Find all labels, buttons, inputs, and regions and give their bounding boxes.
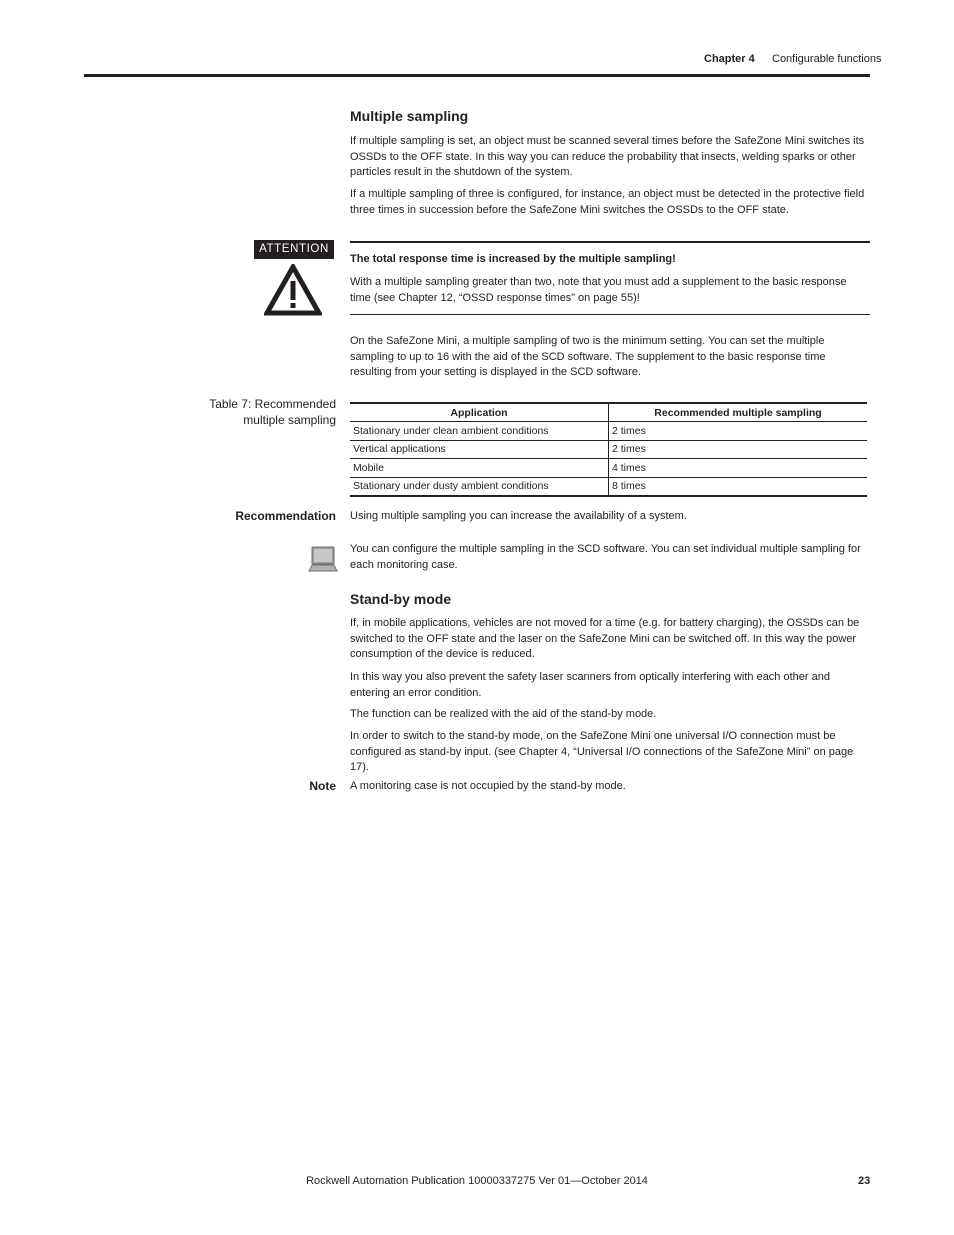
header-rule <box>84 74 870 77</box>
table-cell: 8 times <box>609 477 868 496</box>
table-header-recommended: Recommended multiple sampling <box>609 403 868 422</box>
table-cell: Mobile <box>350 459 609 478</box>
table-cell: Vertical applications <box>350 440 609 459</box>
recommended-sampling-table <box>350 402 867 497</box>
table-row <box>350 422 867 441</box>
footer-publication: Rockwell Automation Publication 10000337275 Ver 01—October 2014 <box>306 1175 648 1187</box>
header-chapter: Chapter 4 <box>704 53 755 65</box>
table-cell: 2 times <box>609 422 868 441</box>
table-cell: 2 times <box>609 440 868 459</box>
note-text: A monitoring case is not occupied by the stand-by mode. <box>350 780 626 792</box>
paragraph: If multiple sampling is set, an object must be scanned several times before the SafeZone Mini switches its OSSDs to the OFF state. In this way you can reduce the probability that insects, welding sparks or other particles result in the shutdown of the system. <box>350 135 865 178</box>
table-cell: Stationary under clean ambient conditions <box>350 422 609 441</box>
table-caption-line: multiple sampling <box>243 412 336 427</box>
paragraph: If a multiple sampling of three is configured, for instance, an object must be detected in the protective field three times in succession before the SafeZone Mini switches the OSSDs to the OFF state. <box>350 188 865 216</box>
paragraph: In this way you also prevent the safety laser scanners from optically interfering with each other and entering an error condition. <box>350 671 830 699</box>
recommendation-text: Using multiple sampling you can increase the availability of a system. <box>350 510 687 522</box>
attention-body: With a multiple sampling greater than two, note that you must add a supplement to the basic response time (see Chapter 12, “OSSD response times” on page 55)! <box>350 276 847 304</box>
warning-triangle-icon <box>264 264 322 316</box>
attention-bottom-rule <box>350 314 870 315</box>
paragraph: On the SafeZone Mini, a multiple sampling of two is the minimum setting. You can set the multiple sampling to up to 16 with the aid of the SCD software. The supplement to the basic response time resulting from your setting is displayed in the SCD software. <box>350 335 826 378</box>
table-row <box>350 440 867 459</box>
attention-top-rule <box>350 241 870 243</box>
table-header-application: Application <box>350 403 609 422</box>
header-section-title: Configurable functions <box>772 53 882 65</box>
page-number: 23 <box>858 1175 871 1187</box>
table-header-row <box>350 403 867 422</box>
table-caption-line: Table 7: Recommended <box>209 397 336 411</box>
paragraph: If, in mobile applications, vehicles are not moved for a time (e.g. for battery charging), the OSSDs can be switched to the OFF state and the laser on the SafeZone Mini can be switched off. In this way the power consumption of the device is reduced. <box>350 617 860 660</box>
table-row <box>350 459 867 478</box>
software-note-text: You can configure the multiple sampling in the SCD software. You can set individual multiple sampling for each monitoring case. <box>350 543 861 571</box>
attention-badge: ATTENTION <box>254 240 334 259</box>
attention-heading: The total response time is increased by the multiple sampling! <box>350 253 676 265</box>
recommendation-label: Recommendation <box>235 509 336 523</box>
section-title-multiple-sampling: Multiple sampling <box>350 108 469 124</box>
paragraph: The function can be realized with the aid of the stand-by mode. <box>350 708 657 720</box>
table-cell: Stationary under dusty ambient conditions <box>350 477 609 496</box>
paragraph: In order to switch to the stand-by mode, on the SafeZone Mini one universal I/O connection must be configured as stand-by input. (see Chapter 4, “Universal I/O connections of the SafeZone Mini” on page 17). <box>350 730 854 773</box>
note-label: Note <box>309 779 336 793</box>
table-row <box>350 477 867 496</box>
section-title-standby-mode: Stand-by mode <box>350 591 452 607</box>
table-caption <box>209 397 336 428</box>
laptop-icon <box>308 545 338 573</box>
table-cell: 4 times <box>609 459 868 478</box>
